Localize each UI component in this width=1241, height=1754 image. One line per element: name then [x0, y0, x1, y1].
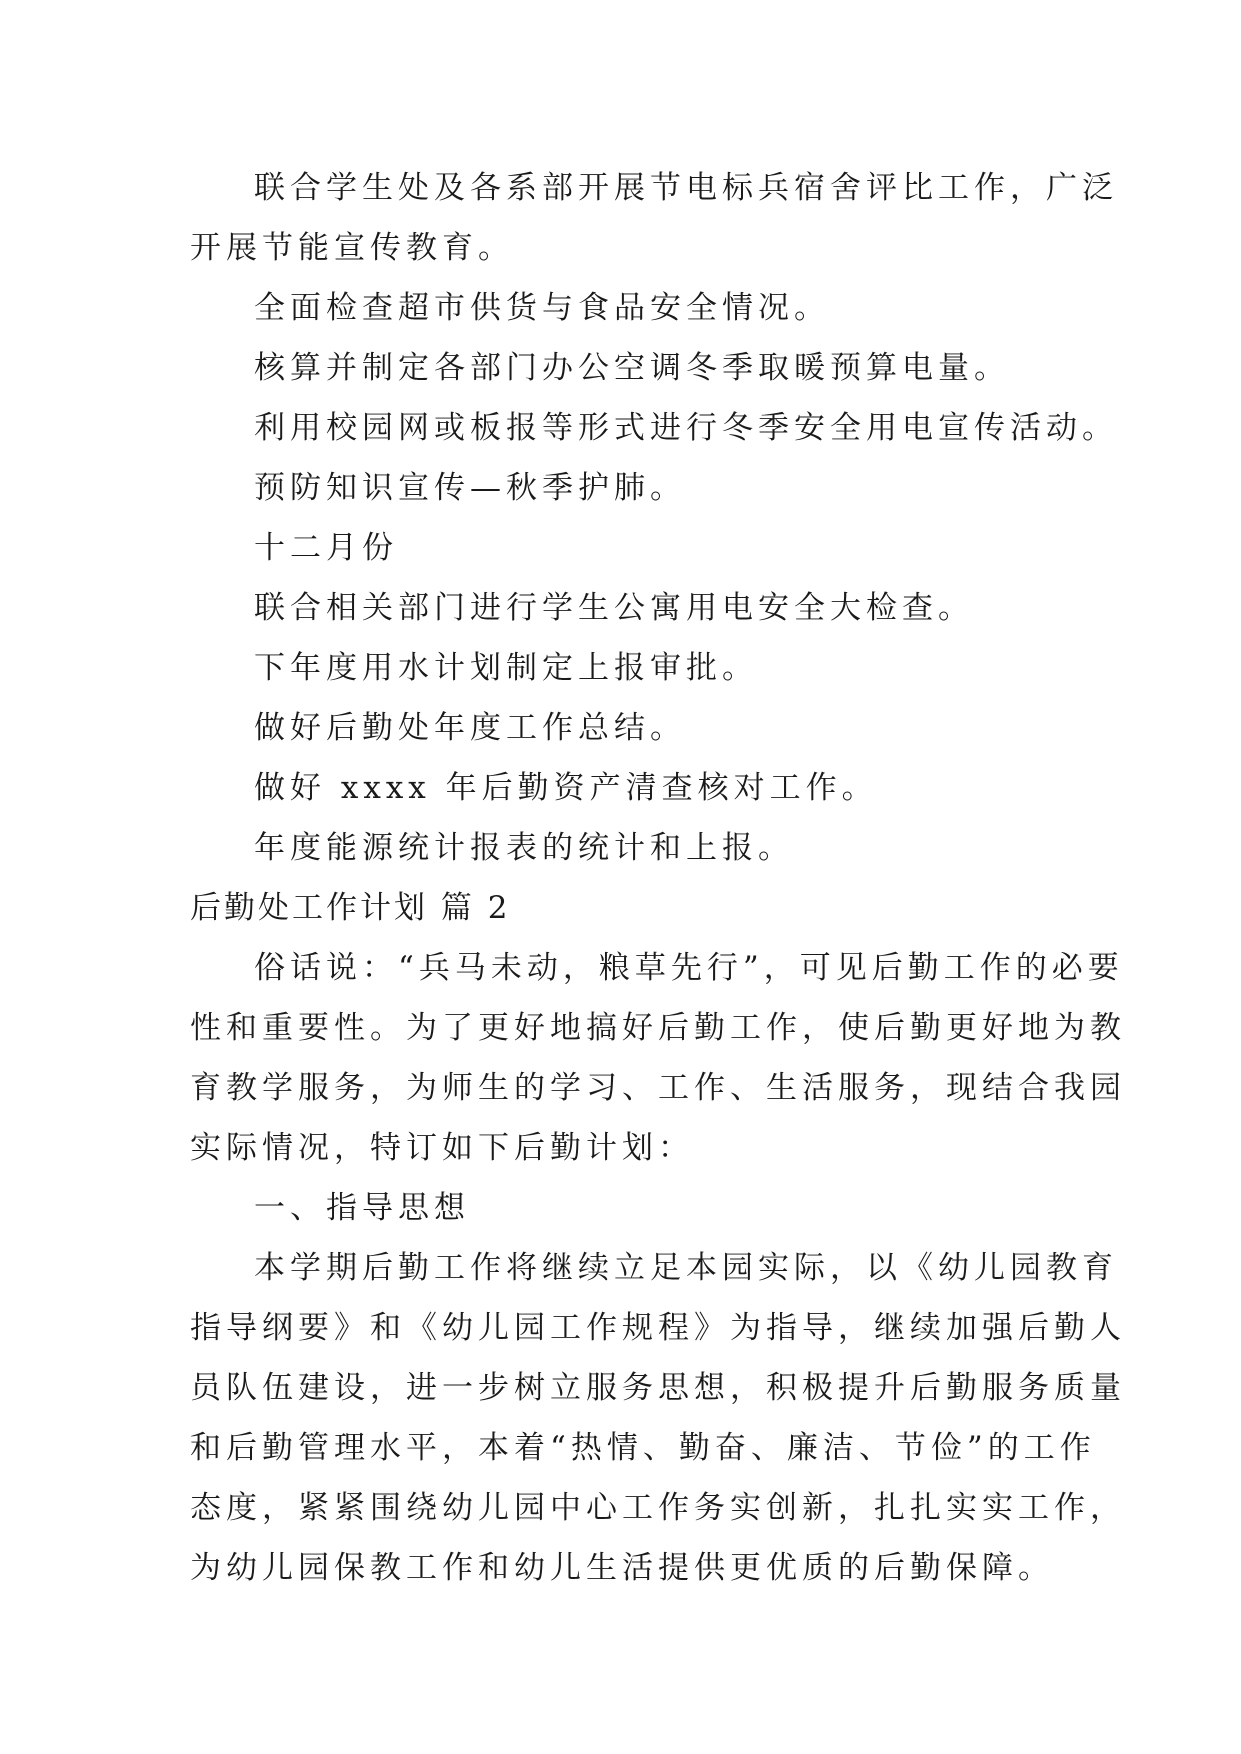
paragraph-first-line: 年度能源统计报表的统计和上报。: [254, 830, 794, 866]
paragraph-first-line: 预防知识宣传—秋季护肺。: [254, 470, 686, 506]
paragraph-line: 育教学服务，为师生的学习、工作、生活服务，现结合我园: [190, 1070, 1126, 1106]
paragraph-first-line: 做好后勤处年度工作总结。: [254, 710, 686, 746]
section-heading: 后勤处工作计划 篇 2: [190, 890, 511, 926]
paragraph-first-line: 俗话说：“兵马未动，粮草先行”，可见后勤工作的必要: [254, 950, 1124, 986]
paragraph-line: 为幼儿园保教工作和幼儿生活提供更优质的后勤保障。: [190, 1550, 1054, 1586]
paragraph-first-line: 利用校园网或板报等形式进行冬季安全用电宣传活动。: [254, 410, 1118, 446]
paragraph-line: 性和重要性。为了更好地搞好后勤工作，使后勤更好地为教: [190, 1010, 1126, 1046]
paragraph-first-line: 联合相关部门进行学生公寓用电安全大检查。: [254, 590, 974, 626]
paragraph-line: 态度，紧紧围绕幼儿园中心工作务实创新，扎扎实实工作，: [190, 1490, 1126, 1526]
paragraph-first-line: 一、指导思想: [254, 1190, 470, 1226]
paragraph-first-line: 做好 xxxx 年后勤资产清查核对工作。: [254, 770, 878, 806]
document-body: [190, 158, 1126, 1598]
paragraph-first-line: 核算并制定各部门办公空调冬季取暖预算电量。: [254, 350, 1010, 386]
paragraph-first-line: 下年度用水计划制定上报审批。: [254, 650, 758, 686]
paragraph-line: 和后勤管理水平，本着“热情、勤奋、廉洁、节俭”的工作: [190, 1430, 1096, 1466]
paragraph-first-line: 十二月份: [254, 530, 398, 566]
paragraph-first-line: 全面检查超市供货与食品安全情况。: [254, 290, 830, 326]
paragraph-first-line: 本学期后勤工作将继续立足本园实际，以《幼儿园教育: [254, 1250, 1118, 1286]
paragraph-line: 员队伍建设，进一步树立服务思想，积极提升后勤服务质量: [190, 1370, 1126, 1406]
paragraph-first-line: 联合学生处及各系部开展节电标兵宿舍评比工作，广泛: [254, 170, 1118, 206]
paragraph-line: 开展节能宣传教育。: [190, 230, 514, 266]
paragraph-line: 指导纲要》和《幼儿园工作规程》为指导，继续加强后勤人: [190, 1310, 1126, 1346]
paragraph-line: 实际情况，特订如下后勤计划：: [190, 1130, 694, 1166]
